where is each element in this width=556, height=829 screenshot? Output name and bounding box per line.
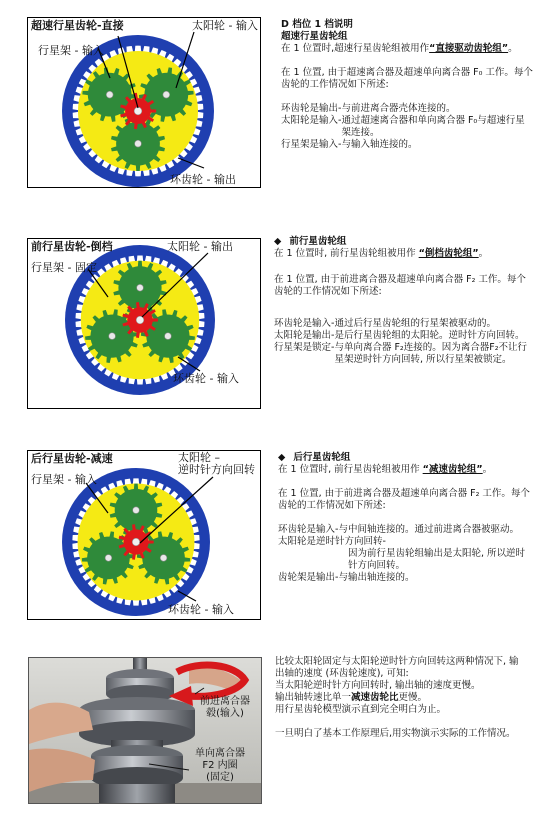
carrier-label: 行星架 - 输入 <box>38 44 104 57</box>
sun-gear-label-line1: 太阳轮 – <box>178 451 220 464</box>
ring-gear-label: 环齿轮 - 输出 <box>170 173 236 186</box>
carrier-label: 行星架 - 固定 <box>31 261 97 274</box>
sun-shaft <box>134 107 142 115</box>
ring-gear-label: 环齿轮 - 输入 <box>173 372 239 385</box>
gear-role-list <box>281 103 533 151</box>
summary-line: 一旦明白了基本工作原理后,用实物演示实际的工作情况。 <box>275 728 516 739</box>
list-item: 太阳轮是输入- 通过超速离合器和单向离合器 F₀与超速行星架连接。 <box>281 115 525 138</box>
gear-diagram-overdrive <box>27 17 261 188</box>
sun-gear-label-line2: 逆时针方向回转 <box>178 463 255 476</box>
paragraph-intro: 在 1 位置, 由于超速离合器及超速单向离合器 F₀ 工作。每个齿轮的工作情况如下所述: <box>281 67 533 90</box>
section-rear-text <box>278 452 530 584</box>
section-summary-text <box>275 656 525 740</box>
paragraph-role: 在 1 位置时, 前行星齿轮组被用作 “倒档齿轮组”。 <box>274 248 489 259</box>
paragraph-role: 在 1 位置时, 前行星齿轮组被用作 “减速齿轮组”。 <box>278 464 493 475</box>
gear-diagram-rear-reduction <box>27 450 261 620</box>
planet-pin <box>160 555 167 562</box>
list-item-continued: 因为前行星齿轮组输出是太阳轮, 所以逆时针方向回转。 <box>348 548 526 571</box>
summary-line: 用行星齿轮模型演示直到完全明白为止。 <box>275 704 447 715</box>
ring-gear-label: 环齿轮 - 输入 <box>168 603 234 616</box>
carrier-label: 行星架 - 输入 <box>31 473 97 486</box>
section-title: D 档位 1 档说明 <box>281 19 353 30</box>
sun-gear-label: 太阳轮 - 输入 <box>192 19 258 32</box>
panel-title: 后行星齿轮-减速 <box>31 452 113 465</box>
sun-shaft <box>136 316 144 324</box>
planet-pin <box>109 333 116 340</box>
list-item: 环齿轮是输出- 与前进离合器壳体连接的。 <box>281 103 456 114</box>
planet-pin <box>165 333 172 340</box>
paragraph-role: 在 1 位置时,超速行星齿轮组被用作“直接驱动齿轮组”。 <box>281 43 518 54</box>
gear-set <box>62 468 210 616</box>
paragraph-intro: 在 1 位置, 由于前进离合器及超速单向离合器 F₂ 工作。每个齿轮的工作情况如下所述: <box>278 488 530 511</box>
planet-pin <box>106 91 113 98</box>
gear-role-list <box>278 524 530 584</box>
sun-gear-label: 太阳轮 - 输出 <box>167 240 233 253</box>
summary-line: 当太阳轮逆时针方向回转时, 输出轴的速度更慢。 <box>275 680 481 691</box>
paragraph-intro: 在 1 位置, 由于前进离合器及超速单向离合器 F₂ 工作。每个齿轮的工作情况如下所述: <box>274 274 526 297</box>
planet-pin <box>105 555 112 562</box>
list-item: 行星架是锁定- 与单向离合器 F₂连接的。因为离合器F₂不让行星架逆时针方向回转, 所以行星架被锁定。 <box>274 342 528 365</box>
one-way-clutch-label: 单向离合器 F2 内圈 (固定) <box>195 748 245 783</box>
gear-set <box>62 35 214 187</box>
planet-pin <box>133 507 140 514</box>
list-item: 齿轮架是输出- 与输出轴连接的。 <box>278 572 415 583</box>
list-item: 环齿轮是输入- 与中间轴连接的。通过前进离合器被驱动。 <box>278 524 519 535</box>
clutch-hub-label: 前进离合器 毂(输入) <box>200 696 250 719</box>
summary-line: 输出轴转速比单一减速齿轮比更慢。 <box>275 692 428 703</box>
planet-pin <box>135 140 142 147</box>
section-subtitle: 超速行星齿轮组 <box>281 31 348 42</box>
list-item: 太阳轮是逆时针方向回转- <box>278 536 386 547</box>
section-subtitle: ◆ 后行星齿轮组 <box>278 452 351 463</box>
summary-line: 比较太阳轮固定与太阳轮逆时针方向回转这两种情况下, 输出轴的速度 (环齿轮速度), 可知: <box>275 656 519 679</box>
panel-title: 超速行星齿轮-直接 <box>31 19 124 32</box>
gear-role-list <box>274 318 529 366</box>
list-item: 环齿轮是输入- 通过后行星齿轮组的行星架被驱动的。 <box>274 318 496 329</box>
transmission-photo <box>28 657 262 804</box>
planet-pin <box>163 91 170 98</box>
section-overdrive-text <box>281 19 533 151</box>
list-item: 行星架是输入- 与输入轴连接的。 <box>281 139 418 150</box>
list-item: 太阳轮是输出- 是后行星齿轮组的太阳轮。逆时针方向回转。 <box>274 330 525 341</box>
sun-shaft <box>132 538 139 545</box>
section-front-text <box>274 236 529 366</box>
gear-diagram-front-reverse <box>27 238 261 409</box>
planet-pin <box>137 284 144 291</box>
panel-title: 前行星齿轮-倒档 <box>31 240 113 253</box>
section-subtitle: ◆ 前行星齿轮组 <box>274 236 347 247</box>
